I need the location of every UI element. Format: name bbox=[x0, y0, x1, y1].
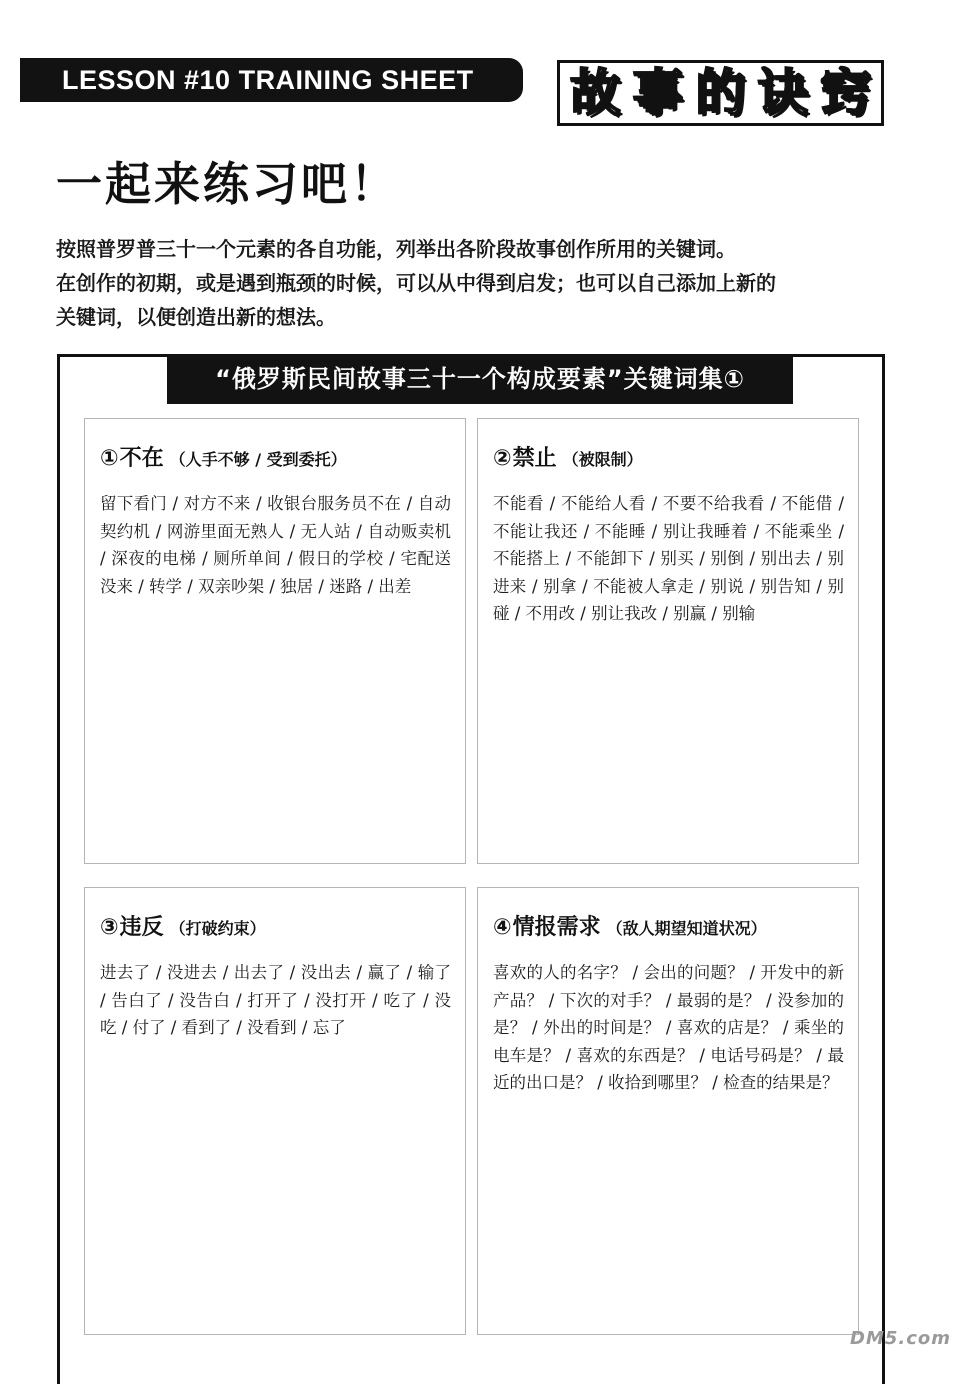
site-watermark: DM5.com bbox=[850, 1328, 952, 1349]
brand-char: 窍 bbox=[820, 64, 871, 122]
lesson-label: LESSON #10 TRAINING SHEET bbox=[62, 65, 474, 95]
cell-subtitle: （敌人期望知道状况） bbox=[606, 919, 767, 938]
cell-title bbox=[493, 441, 844, 472]
brand-char: 事 bbox=[632, 64, 683, 122]
cell-keywords: 进去了 / 没进去 / 出去了 / 没出去 / 赢了 / 输了 / 告白了 / 没告白 / 打开了 / 没打开 / 吃了 / 没吃 / 付了 / 看到了 / 没看到 / 忘了 bbox=[100, 963, 451, 1037]
cell-subtitle: （打破约束） bbox=[169, 919, 266, 938]
cell-title bbox=[100, 441, 451, 472]
cell-number: ④ bbox=[493, 915, 512, 940]
cell-number: ② bbox=[493, 446, 512, 471]
intro-line: 在创作的初期，或是遇到瓶颈的时候，可以从中得到启发；也可以自己添加上新的 bbox=[56, 271, 776, 295]
intro-line: 按照普罗普三十一个元素的各自功能，列举出各阶段故事创作所用的关键词。 bbox=[56, 237, 736, 261]
cell-subtitle: （人手不够 / 受到委托） bbox=[169, 450, 347, 469]
page-title: 一起来练习吧！ bbox=[56, 157, 399, 211]
keyword-cell-absence bbox=[84, 418, 466, 864]
cell-keywords: 不能看 / 不能给人看 / 不要不给我看 / 不能借 / 不能让我还 / 不能睡 / 别让我睡着 / 不能乘坐 / 不能搭上 / 不能卸下 / 别买 / 别倒 / 别出去 / 别进来 / 别拿 / 不能被人拿走 / 别说 / 别告知 / 别碰 / 不用改 / 别让我改 / 别赢 / 别输 bbox=[493, 494, 844, 623]
cell-keywords: 喜欢的人的名字？ / 会出的问题？ / 开发中的新产品？ / 下次的对手？ / 最弱的是？ / 没参加的是？ / 外出的时间是？ / 喜欢的店是？ / 乘坐的电车是？ / 喜欢的东西是？ / 电话号码是？ / 最近的出口是？ / 收拾到哪里？ / 检查的结果是？ bbox=[493, 963, 844, 1092]
cell-name: 不在 bbox=[119, 446, 164, 471]
brand-char: 诀 bbox=[758, 64, 809, 122]
intro-line: 关键词，以便创造出新的想法。 bbox=[56, 305, 336, 329]
cell-name: 禁止 bbox=[512, 446, 557, 471]
brand-char: 的 bbox=[695, 64, 746, 122]
sheet-heading: “俄罗斯民间故事三十一个构成要素”关键词集① bbox=[167, 354, 793, 404]
cell-title bbox=[493, 910, 844, 941]
keyword-cell-violation bbox=[84, 887, 466, 1335]
keyword-cell-interdiction bbox=[477, 418, 859, 864]
intro-paragraph bbox=[56, 232, 896, 334]
brand-char: 故 bbox=[570, 64, 621, 122]
keyword-cell-reconnaissance bbox=[477, 887, 859, 1335]
lesson-banner bbox=[20, 58, 523, 102]
brand-logo bbox=[557, 60, 884, 126]
cell-name: 情报需求 bbox=[512, 915, 601, 940]
cell-number: ③ bbox=[100, 915, 119, 940]
cell-number: ① bbox=[100, 446, 119, 471]
cell-name: 违反 bbox=[119, 915, 164, 940]
cell-title bbox=[100, 910, 451, 941]
cell-keywords: 留下看门 / 对方不来 / 收银台服务员不在 / 自动契约机 / 网游里面无熟人 / 无人站 / 自动贩卖机 / 深夜的电梯 / 厕所单间 / 假日的学校 / 宅配送没来 / 转学 / 双亲吵架 / 独居 / 迷路 / 出差 bbox=[100, 494, 451, 596]
cell-subtitle: （被限制） bbox=[562, 450, 643, 469]
